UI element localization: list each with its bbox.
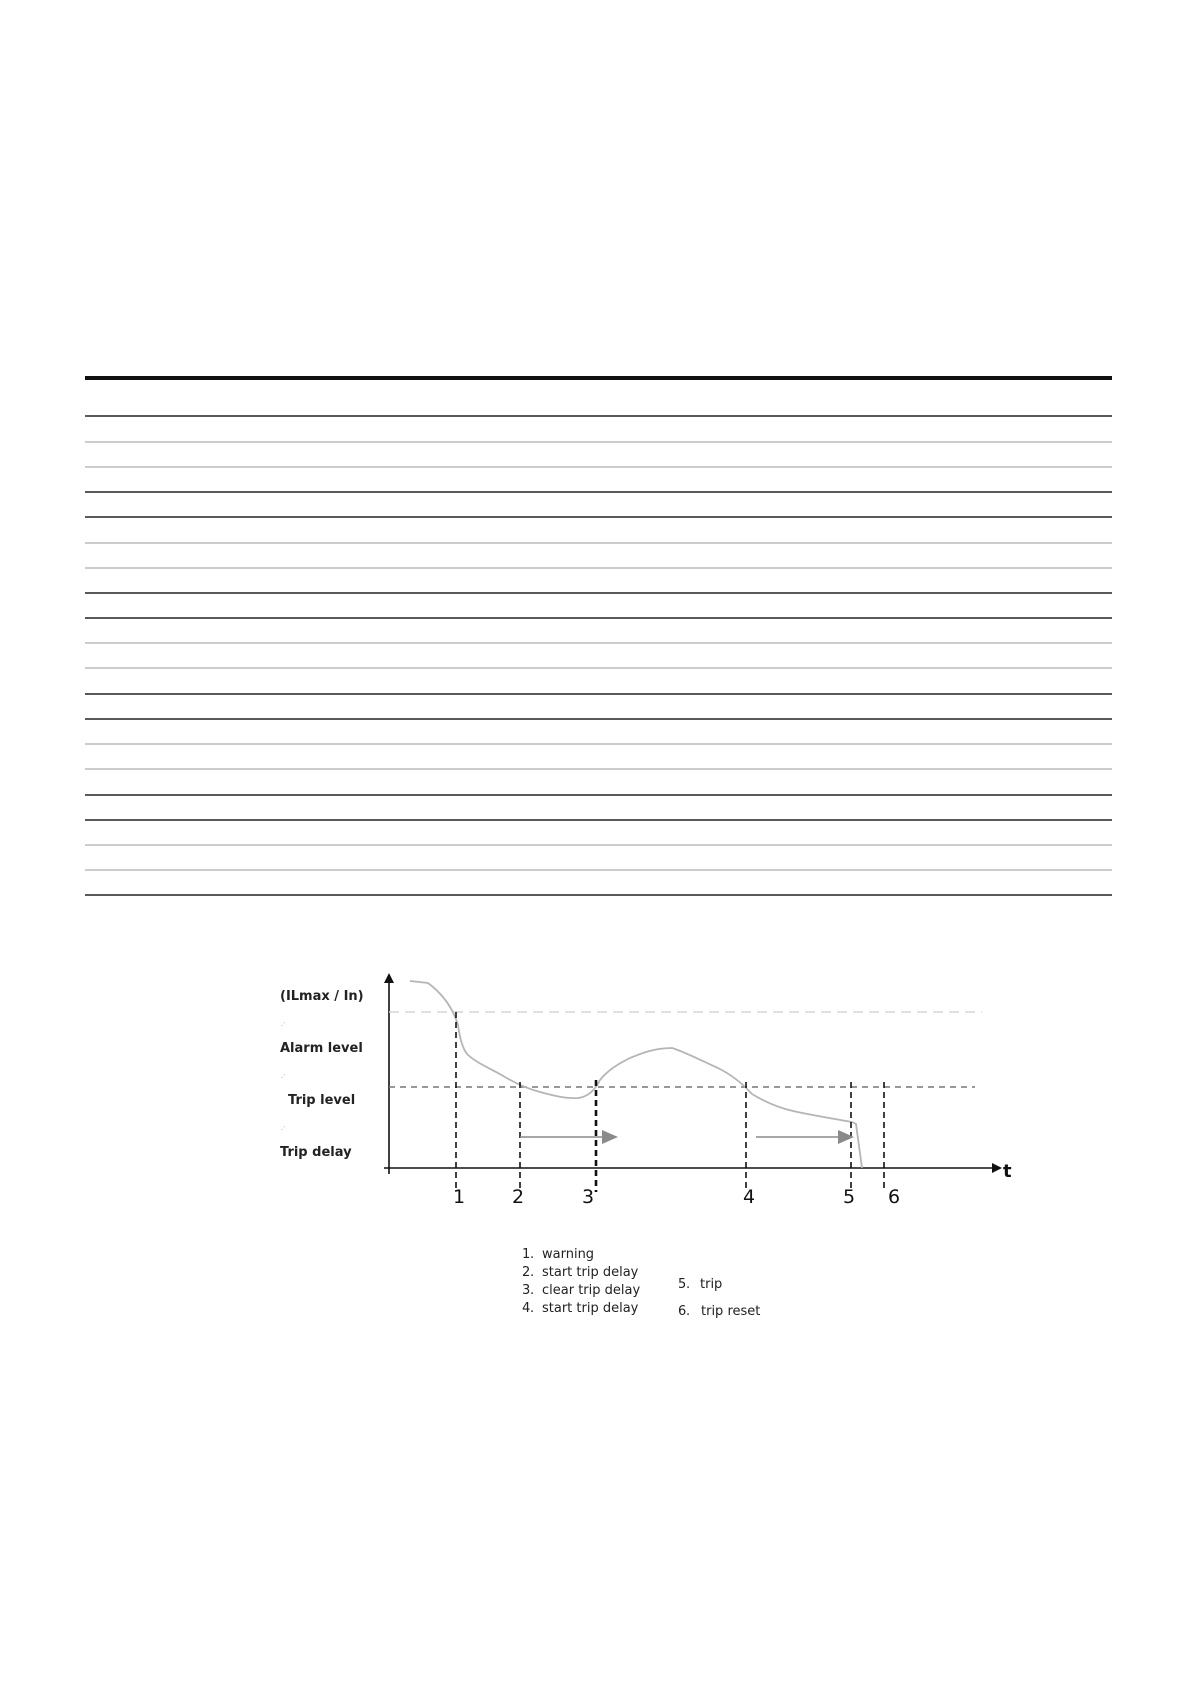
event-number-6: 6 <box>888 1186 901 1208</box>
legend-num-5: 5 <box>678 1277 687 1292</box>
svg-text:.: . <box>530 1283 535 1298</box>
label-ilmax-in: (ILmax / In) <box>280 989 364 1004</box>
svg-text:.: . <box>686 1277 691 1292</box>
event-number-2: 2 <box>512 1186 525 1208</box>
legend-num-4: 4 <box>522 1301 531 1316</box>
label-trip-level: Trip level <box>288 1093 356 1108</box>
event-number-5: 5 <box>843 1186 856 1208</box>
legend-label-5: trip <box>700 1277 723 1292</box>
event-number-3: 3 <box>582 1186 595 1208</box>
legend-num-1: 1 <box>522 1247 531 1262</box>
legend-label-1: warning <box>542 1247 595 1262</box>
legend-label-3: clear trip delay <box>542 1283 641 1298</box>
svg-text:.: . <box>530 1247 535 1262</box>
legend-num-6: 6 <box>678 1304 687 1319</box>
mark-3: .ˑ <box>281 1124 286 1132</box>
legend-label-2: start trip delay <box>542 1265 639 1280</box>
svg-text:.: . <box>530 1265 535 1280</box>
mark-2: .ˑ <box>281 1072 286 1080</box>
legend-num-2: 2 <box>522 1265 531 1280</box>
x-axis-label: t <box>1003 1161 1012 1182</box>
legend-label-4: start trip delay <box>542 1301 639 1316</box>
legend-label-6: trip reset <box>701 1304 761 1319</box>
label-trip-delay: Trip delay <box>280 1145 352 1160</box>
label-alarm-level: Alarm level <box>280 1041 363 1056</box>
event-number-1: 1 <box>453 1186 466 1208</box>
svg-text:.: . <box>686 1304 691 1319</box>
legend <box>522 1247 760 1319</box>
svg-text:.: . <box>530 1301 535 1316</box>
event-number-4: 4 <box>743 1186 756 1208</box>
legend-num-3: 3 <box>522 1283 531 1298</box>
current-curve <box>410 981 862 1168</box>
mark-1: .ˑ <box>281 1020 286 1028</box>
